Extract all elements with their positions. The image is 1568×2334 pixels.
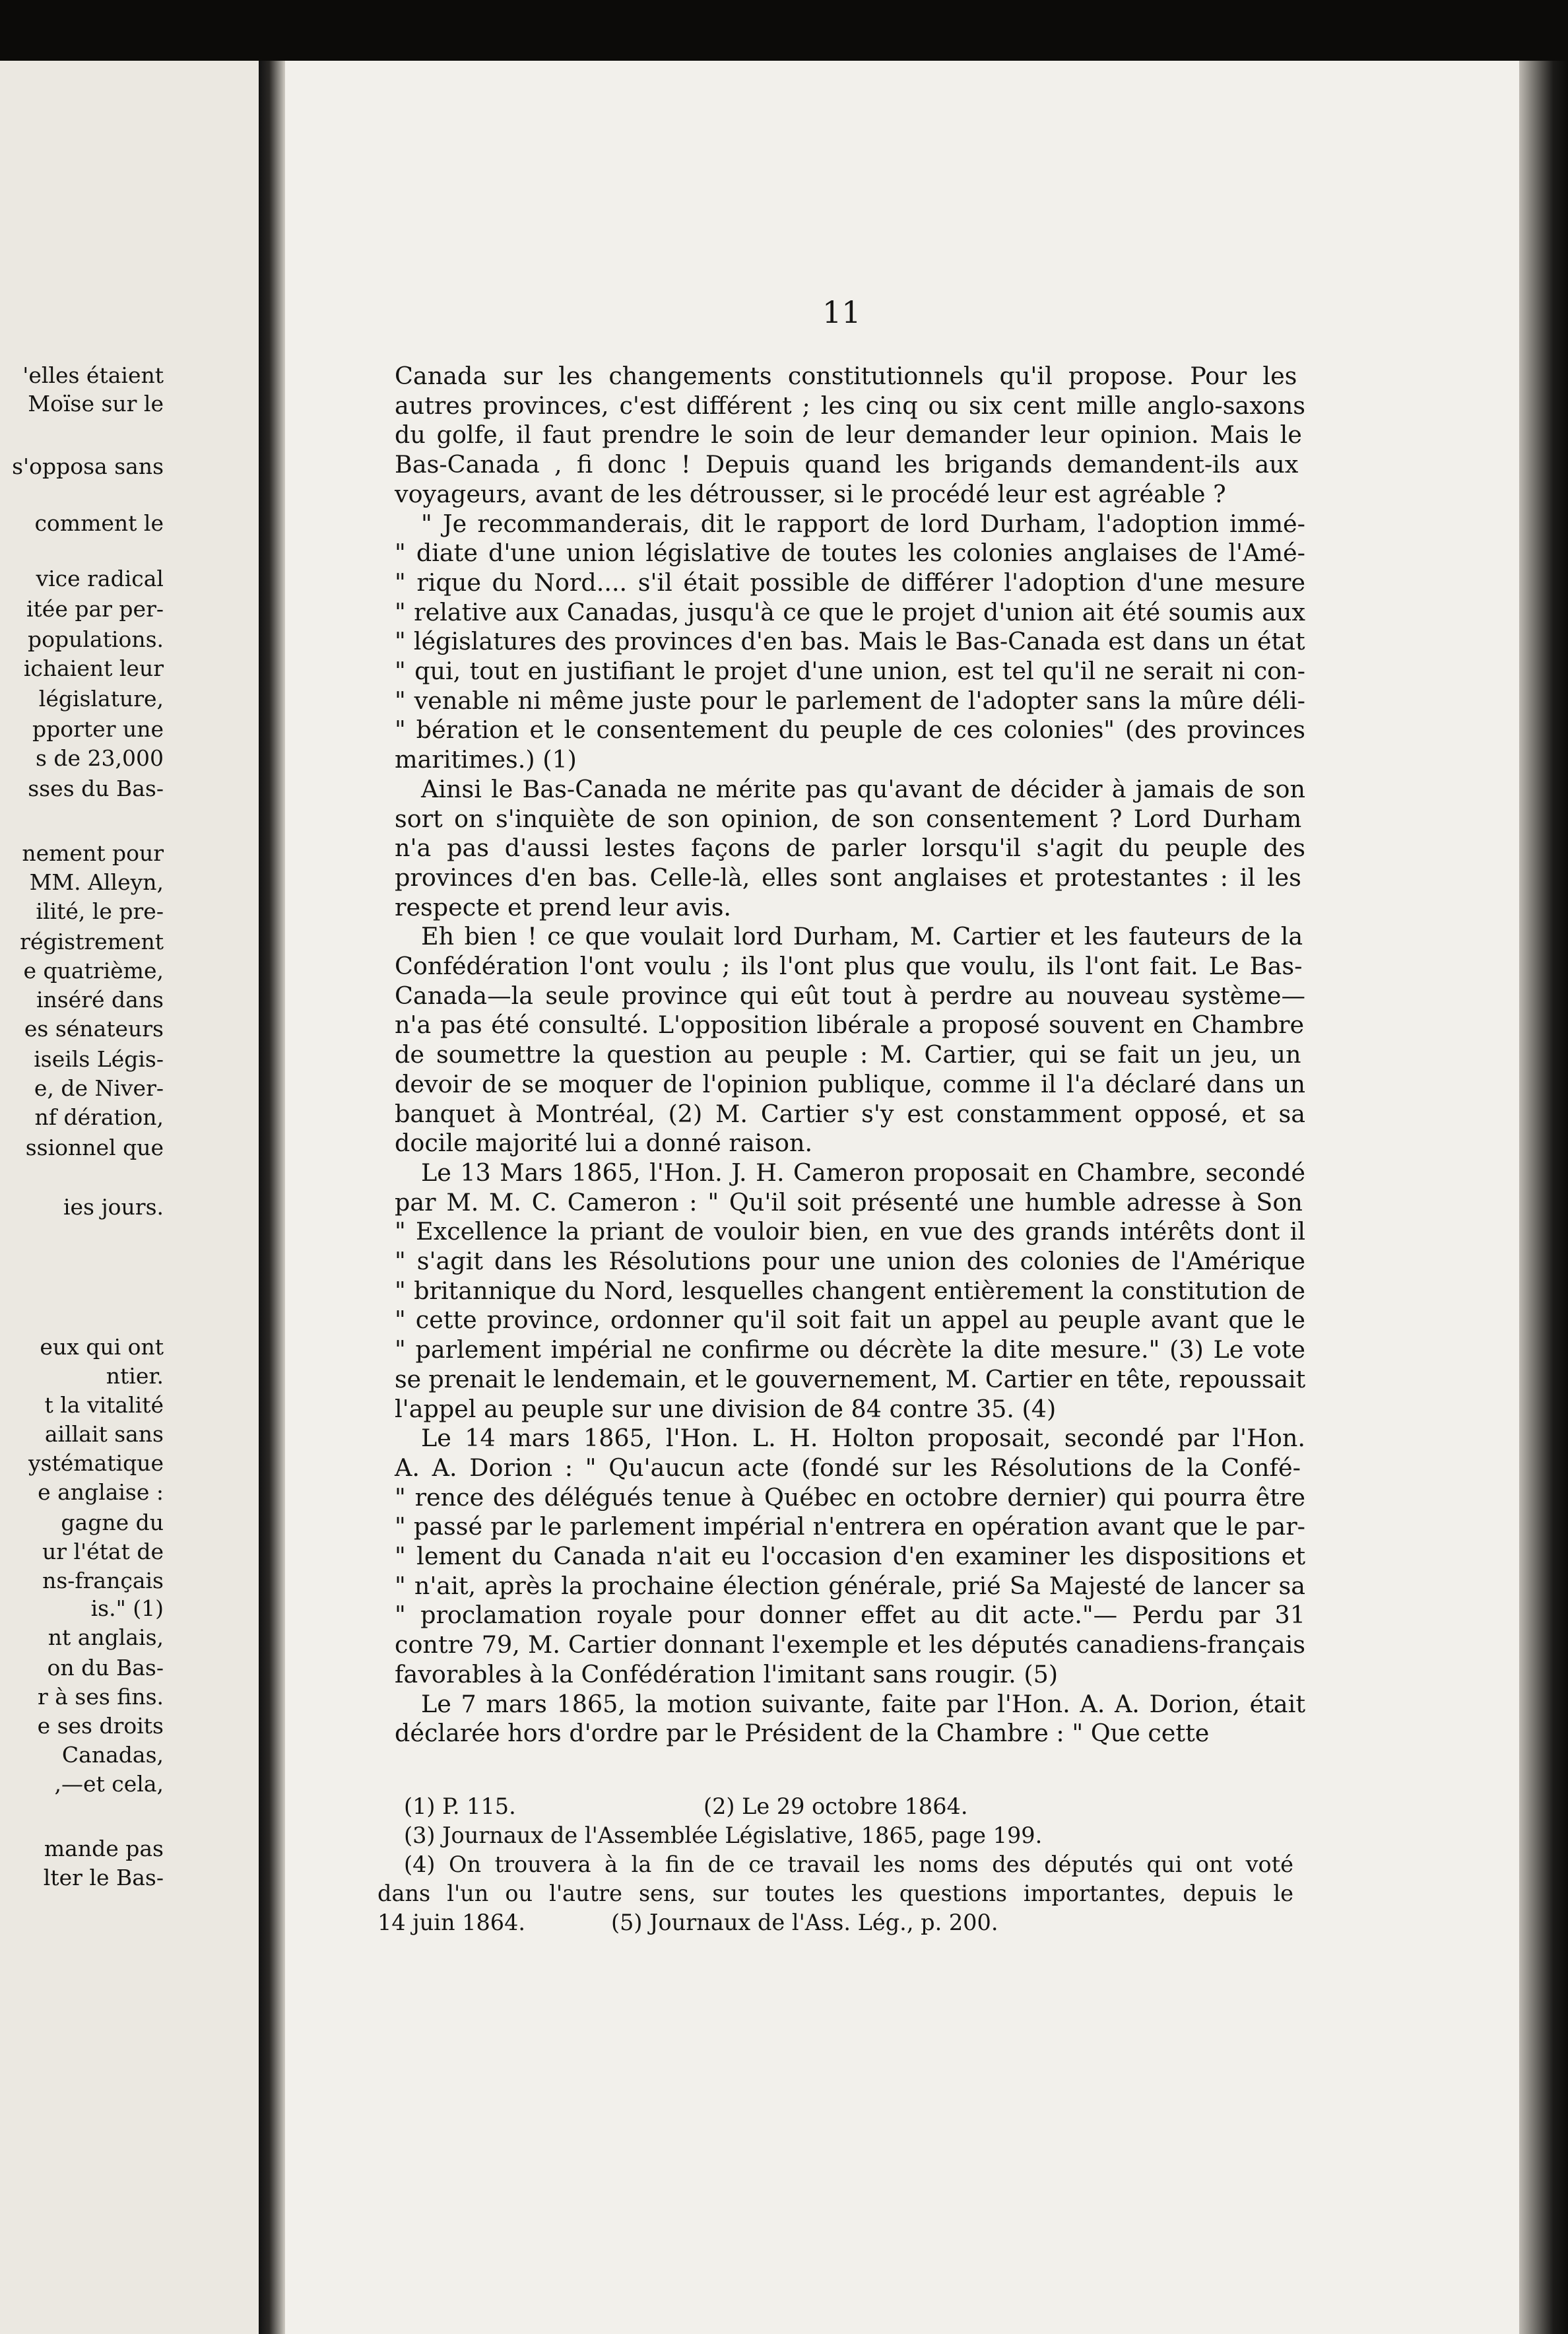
left-page-fragment: 'elles étaient <box>22 362 164 388</box>
body-line: Canada sur les changements constitutionnels qu'il propose. Pour les <box>395 362 1297 390</box>
body-line: " relative aux Canadas, jusqu'à ce que le projet d'union ait été soumis aux <box>395 598 1305 626</box>
left-page-fragment: nt anglais, <box>48 1624 164 1650</box>
footnote: dans l'un ou l'autre sens, sur toutes les questions importantes, depuis le <box>377 1881 1293 1906</box>
left-page-fragment: ntier. <box>106 1363 164 1389</box>
body-line: " rique du Nord.... s'il était possible de différer l'adoption d'une mesure <box>395 568 1305 597</box>
left-page-fragment: législature, <box>38 686 164 712</box>
page-edge-shadow <box>1519 61 1568 2334</box>
left-page-fragment: MM. Alleyn, <box>29 869 164 895</box>
left-page-fragment: inséré dans <box>36 987 164 1013</box>
left-page-fragment: ur l'état de <box>42 1539 164 1564</box>
previous-page-strip <box>0 61 259 2334</box>
body-line: " lement du Canada n'ait eu l'occasion d'en examiner les dispositions et <box>395 1542 1305 1570</box>
body-line: de soumettre la question au peuple : M. Cartier, qui se fait un jeu, un <box>395 1040 1301 1069</box>
footnote: (3) Journaux de l'Assemblée Législative, 1865, page 199. <box>404 1822 1043 1848</box>
body-line: " s'agit dans les Résolutions pour une union des colonies de l'Amérique <box>395 1247 1305 1275</box>
body-line: n'a pas d'aussi lestes façons de parler lorsqu'il s'agit du peuple des <box>395 834 1305 862</box>
body-line: respecte et prend leur avis. <box>395 893 732 921</box>
left-page-fragment: e anglaise : <box>38 1479 164 1505</box>
left-page-fragment: r à ses fins. <box>37 1684 164 1710</box>
left-page-fragment: ies jours. <box>63 1194 164 1220</box>
footnote: (4) On trouvera à la fin de ce travail les noms des députés qui ont voté <box>404 1851 1293 1877</box>
left-page-fragment: ssionnel que <box>25 1135 164 1160</box>
body-line: " Excellence la priant de vouloir bien, en vue des grands intérêts dont il <box>395 1217 1305 1246</box>
body-line: " qui, tout en justifiant le projet d'une union, est tel qu'il ne serait ni con- <box>395 657 1305 685</box>
body-line: " rence des délégués tenue à Québec en octobre dernier) qui pourra être <box>395 1483 1305 1512</box>
left-page-fragment: ,—et cela, <box>54 1771 164 1797</box>
page-gutter <box>259 61 285 2334</box>
body-line: déclarée hors d'ordre par le Président de la Chambre : " Que cette <box>395 1719 1210 1747</box>
body-line: du golfe, il faut prendre le soin de leur demander leur opinion. Mais le <box>395 420 1302 449</box>
body-line: l'appel au peuple sur une division de 84 contre 35. (4) <box>395 1395 1057 1423</box>
left-page-fragment: e ses droits <box>37 1713 164 1739</box>
left-page-fragment: populations. <box>28 626 164 652</box>
body-line: Canada—la seule province qui eût tout à perdre au nouveau système— <box>395 982 1305 1010</box>
body-line: " venable ni même juste pour le parlement de l'adopter sans la mûre déli- <box>395 686 1305 715</box>
body-line: " diate d'une union législative de toutes les colonies anglaises de l'Amé- <box>395 539 1305 567</box>
body-line: " parlement impérial ne confirme ou décrète la dite mesure." (3) Le vote <box>395 1335 1305 1364</box>
left-page-fragment: ilité, le pre- <box>36 898 164 924</box>
footnote: 14 juin 1864. <box>377 1910 526 1935</box>
left-page-fragment: iseils Légis- <box>34 1046 164 1072</box>
body-line: " législatures des provinces d'en bas. Mais le Bas-Canada est dans un état <box>395 627 1305 655</box>
body-line: docile majorité lui a donné raison. <box>395 1129 813 1157</box>
body-line: " n'ait, après la prochaine élection générale, prié Sa Majesté de lancer sa <box>395 1572 1305 1600</box>
left-page-fragment: lter le Bas- <box>43 1865 164 1890</box>
body-line: sort on s'inquiète de son opinion, de son consentement ? Lord Durham <box>395 805 1302 833</box>
body-line: Le 13 Mars 1865, l'Hon. J. H. Cameron proposait en Chambre, secondé <box>421 1158 1305 1187</box>
body-line: Confédération l'ont voulu ; ils l'ont plus que voulu, ils l'ont fait. Le Bas- <box>395 952 1303 980</box>
left-page-fragment: mande pas <box>44 1836 164 1861</box>
page-number: 11 <box>822 294 861 330</box>
body-line: se prenait le lendemain, et le gouvernement, M. Cartier en tête, repoussait <box>395 1365 1305 1393</box>
body-line: Le 14 mars 1865, l'Hon. L. H. Holton proposait, secondé par l'Hon. <box>421 1424 1305 1452</box>
left-page-fragment: s'opposa sans <box>12 453 164 479</box>
left-page-fragment: s de 23,000 <box>35 745 164 771</box>
body-line: devoir de se moquer de l'opinion publique, comme il l'a déclaré dans un <box>395 1070 1305 1098</box>
left-page-fragment: Moïse sur le <box>28 391 164 417</box>
left-page-fragment: es sénateurs <box>24 1016 164 1042</box>
body-line: banquet à Montréal, (2) M. Cartier s'y est constamment opposé, et sa <box>395 1100 1305 1128</box>
left-page-fragment: pporter une <box>32 716 164 742</box>
body-line: Bas-Canada , fi donc ! Depuis quand les brigands demandent-ils aux <box>395 450 1299 479</box>
body-line: contre 79, M. Cartier donnant l'exemple et les députés canadiens-français <box>395 1630 1305 1659</box>
left-page-fragment: ystématique <box>28 1450 164 1476</box>
left-page-fragment: eux qui ont <box>40 1334 164 1360</box>
body-line: A. A. Dorion : " Qu'aucun acte (fondé sur les Résolutions de la Confé- <box>395 1453 1301 1482</box>
left-page-fragment: sses du Bas- <box>28 776 164 801</box>
left-page-fragment: aillait sans <box>44 1421 164 1447</box>
left-page-fragment: comment le <box>34 510 164 536</box>
body-line: voyageurs, avant de les détrousser, si le procédé leur est agréable ? <box>395 480 1226 508</box>
left-page-fragment: t la vitalité <box>44 1392 164 1418</box>
body-line: " cette province, ordonner qu'il soit fait un appel au peuple avant que le <box>395 1306 1305 1334</box>
body-line: " bération et le consentement du peuple de ces colonies" (des provinces <box>395 716 1305 744</box>
left-page-fragment: itée par per- <box>26 596 164 622</box>
body-line: par M. M. C. Cameron : " Qu'il soit présenté une humble adresse à Son <box>395 1188 1303 1217</box>
left-page-fragment: nement pour <box>22 840 164 866</box>
left-page-fragment: nf dération, <box>34 1104 164 1130</box>
left-page-fragment: ns-français <box>42 1568 164 1593</box>
body-line: autres provinces, c'est différent ; les cinq ou six cent mille anglo-saxons <box>395 391 1305 420</box>
left-page-fragment: régistrement <box>20 929 164 954</box>
body-line: " britannique du Nord, lesquelles changent entièrement la constitution de <box>395 1277 1305 1305</box>
left-page-fragment: Canadas, <box>61 1742 164 1768</box>
body-line: " proclamation royale pour donner effet au dit acte."— Perdu par 31 <box>395 1601 1305 1629</box>
body-line: Ainsi le Bas-Canada ne mérite pas qu'avant de décider à jamais de son <box>421 775 1305 803</box>
body-line: provinces d'en bas. Celle-là, elles sont anglaises et protestantes : il les <box>395 863 1301 892</box>
body-line: Le 7 mars 1865, la motion suivante, faite par l'Hon. A. A. Dorion, était <box>421 1690 1305 1718</box>
left-page-fragment: on du Bas- <box>47 1655 164 1681</box>
body-line: maritimes.) (1) <box>395 745 577 774</box>
left-page-fragment: gagne du <box>61 1510 164 1535</box>
body-line: " Je recommanderais, dit le rapport de lord Durham, l'adoption immé- <box>421 510 1305 538</box>
left-page-fragment: is." (1) <box>90 1595 164 1621</box>
body-line: " passé par le parlement impérial n'entrera en opération avant que le par- <box>395 1512 1305 1541</box>
body-line: n'a pas été consulté. L'opposition libérale a proposé souvent en Chambre <box>395 1011 1305 1039</box>
footnote: (2) Le 29 octobre 1864. <box>703 1793 968 1819</box>
left-page-fragment: e, de Niver- <box>34 1075 164 1101</box>
body-line: favorables à la Confédération l'imitant sans rougir. (5) <box>395 1660 1059 1688</box>
footnote: (5) Journaux de l'Ass. Lég., p. 200. <box>611 1910 998 1935</box>
footnote: (1) P. 115. <box>404 1793 516 1819</box>
left-page-fragment: vice radical <box>36 566 164 591</box>
body-line: Eh bien ! ce que voulait lord Durham, M. Cartier et les fauteurs de la <box>421 922 1303 950</box>
left-page-fragment: ichaient leur <box>23 655 164 681</box>
left-page-fragment: e quatrième, <box>23 958 164 984</box>
